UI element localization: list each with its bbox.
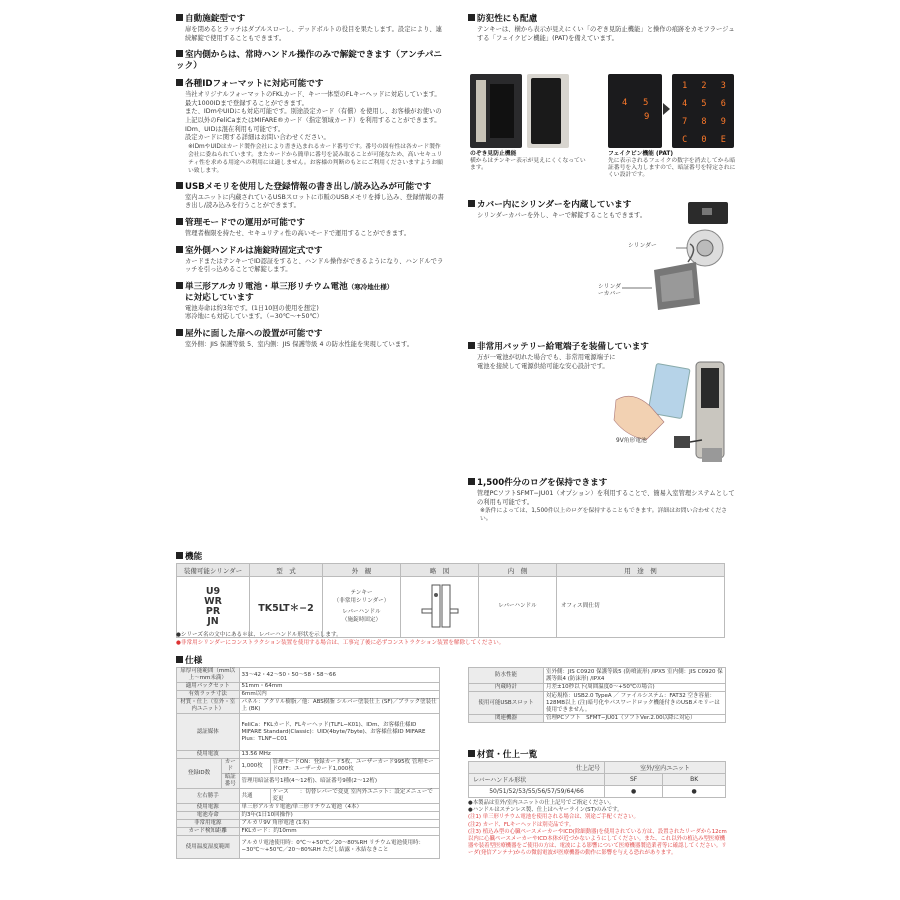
feature-title: 屋外に面した扉への設置が可能です [185, 328, 323, 339]
spec-value: 月差±10秒以下(周囲温度0〜+50℃の場合) [544, 684, 726, 692]
table-header-row [469, 774, 726, 786]
spec-value: ケース ：切替レバーで変更 室内外ユニット：設定メニューで変更 [270, 789, 440, 804]
table-header: SF [605, 774, 663, 786]
feature-title: 1,500件分のログを保持できます [477, 478, 608, 488]
feature-body: 電池寿命は約3年です。(1日10回の使用を想定) [185, 304, 319, 312]
schematic-body-shape [432, 585, 440, 627]
card-shape [648, 363, 690, 418]
bullet-square-icon [176, 14, 183, 21]
keypad-digit: 6 [720, 99, 726, 109]
feature-auto-lock [176, 14, 446, 43]
lever-shape [422, 609, 432, 613]
feature-note: ※IDmやUIDはカード製作会社により書き込まれるカード番号です。番号の固有性は各カード製作会社に委ねられています。またカードから簡単に番号を読み取ることが可能なため、高いセキュリティ性を求める用途への利用には適しません。お客様の判断のもとにご利用くださいますようお願い致します。 [188, 143, 443, 174]
table-header: BK [663, 774, 726, 786]
feature-title: カバー内にシリンダーを内蔵しています [477, 200, 632, 210]
bullet-square-icon [176, 282, 183, 289]
note-line: ●シリーズ名の文中にある＊は、レバーハンドル形状を示します。 [176, 632, 342, 638]
use-cell: オフィス間仕切 [557, 577, 725, 638]
table-header: レバーハンドル形状 [469, 774, 605, 786]
feature-note: ※条件によっては、1,500件以上のログを保持することもできます。詳細はお問い合わせください。 [480, 508, 728, 523]
keypad-panel-shape [531, 78, 561, 144]
spec-row [177, 699, 440, 714]
section-title-text: 機能 [185, 552, 203, 562]
feature-title-small: （寒冷地仕様） [347, 282, 394, 291]
cylinder-dot-shape [434, 593, 438, 597]
table-header: 型 式 [250, 564, 323, 577]
spec-row [177, 789, 440, 804]
table-header: 用 途 例 [557, 564, 725, 577]
bullet-square-icon [176, 656, 183, 663]
spec-table-2 [468, 667, 726, 723]
spec-key: 有効ラッチ寸法 [177, 691, 240, 699]
spec-value: 室外側：JIS C0920 保護等級5 (防噴流形) /IPX5 室内側：JIS C0920 保護等級4 (防沫形) /IPX4 [544, 668, 726, 684]
lock-slot-shape [702, 208, 712, 215]
keypad-panel-shape [701, 368, 719, 408]
warning-note-line: (注2) カード、FLキーヘッドは別売品です。 [468, 821, 575, 828]
feature-title: 単三形アルカリ電池・単三形リチウム電池 [185, 281, 348, 292]
spec-row [177, 836, 440, 859]
appearance-cell [323, 577, 401, 638]
warning-note-line: (注3) 植込み型の心臓ペースメーカーやICD(除細動器)を使用されている方は、設置されたリーダから12cm以内に心臓ペースメーカーやICD本体が近づかないようにしてください。また、これ以外の植込み型医療機器や装着型医療機器をご使用の方は、電波による影響について医療機器製造業者等に確認してください。リーダ(発信アンテナ)からの微弱電波が医療機器の動作に影響を与える恐れがあります。 [468, 828, 727, 857]
cylinder-list-cell [177, 577, 250, 638]
table-header-row [177, 564, 725, 577]
spec-value: 51mm・64mm [239, 683, 440, 691]
spec-key: 使用電波 [177, 751, 240, 759]
spec-value: アルカリ9V 角形電池 (1本) [239, 820, 440, 828]
feature-body: 万が一電池が切れた場合でも、非常用電源端子に電池を接続して電源供給可能な安心設計です。 [477, 354, 616, 370]
cylinder-label: シリンダー [628, 243, 657, 249]
spec-row [469, 684, 726, 692]
appearance-text: テンキー [350, 590, 373, 596]
door-frame-shape [476, 80, 486, 142]
bullet-square-icon [468, 14, 475, 21]
bullet-square-icon [468, 750, 475, 757]
table-header: 内 側 [479, 564, 557, 577]
schematic-cell [401, 577, 479, 638]
spec-table [176, 667, 440, 859]
table-header-row [469, 762, 726, 774]
bullet-square-icon [176, 50, 183, 57]
fake-pin-caption [608, 151, 738, 179]
table-row [177, 577, 725, 638]
spec-key: 認証媒体 [177, 714, 240, 751]
spec-row [177, 828, 440, 836]
spec-row [177, 714, 440, 751]
keypad-digit: 4 [682, 99, 688, 109]
spec-row [177, 683, 440, 691]
feature-title: 防犯性にも配慮 [477, 14, 538, 24]
keypad-side-view-image [470, 74, 522, 148]
handle-base-shape [702, 448, 722, 462]
bullet-square-icon [176, 246, 183, 253]
9v-battery-label: 9V角形電池 [616, 438, 647, 444]
cylinder-code: U9 [205, 586, 221, 597]
feature-body: テンキーは、横から表示が見えにくい「のぞき見防止機能」と操作の痕跡をカモフラージュする「フェイクピン機能」(PAT)を備えています。 [477, 26, 735, 42]
caption-body: 先に表示されるフェイクの数字を消去してから暗証番号を入力しますので、暗証番号を特定されにくい設計です。 [608, 158, 736, 178]
cylinder-code: WR [204, 596, 222, 607]
lever-shape [450, 609, 458, 613]
feature-title: 室外側ハンドルは施錠時固定式です [185, 245, 323, 256]
spec-value: 管理用暗証番号1種(4〜12桁)、暗証番号9種(2〜12桁) [239, 774, 440, 789]
spec-key: 使用電源 [177, 804, 240, 812]
material-section-title [468, 748, 537, 760]
keypad-digit-grid [680, 81, 728, 145]
feature-body: カードまたはテンキーでID認証をすると、ハンドル操作ができるようになり、ハンドルでラッチを引っ込めることで解錠します。 [185, 257, 444, 274]
keypad-digit: 5 [643, 98, 649, 108]
spec-row [177, 668, 440, 683]
spec-value: 1,000枚 [239, 759, 270, 774]
keypad-angled-image [527, 74, 569, 148]
bullet-square-icon [468, 478, 475, 485]
bullet-square-icon [176, 218, 183, 225]
spec-section-title [176, 654, 202, 666]
spec-row [469, 668, 726, 684]
spec-row [469, 715, 726, 723]
spec-key: 登録ID数 [177, 759, 222, 789]
spec-key: 防水性能 [469, 668, 544, 684]
feature-body: 当社オリジナルフォーマットのFKLカード、キー一体型のFLキーヘッドに対応しています。最大1000IDまで登録することができます。 [185, 91, 441, 107]
note-line: ●ハンドルはステンレス製、仕上はヘヤーライン(ST)のみです。 [468, 807, 623, 814]
spec-row [469, 692, 726, 715]
spec-row [177, 812, 440, 820]
spec-value: アルカリ電池使用時：0℃〜+50℃／20〜80%RH リチウム電池使用時：−30℃〜+50℃／20〜80%RH ただし結露・氷結なきこと [239, 836, 440, 859]
cylinder-code: PR [205, 606, 221, 617]
feature-title: 室内側からは、常時ハンドル操作のみで解錠できます（アンチパニック） [176, 50, 442, 72]
feature-title: 各種IDフォーマットに対応可能です [185, 79, 324, 90]
feature-security [468, 14, 738, 43]
spec-value: 対応規格：USB2.0 TypeA ／ ファイルシステム：FAT32 空き容量：128MB以上 (注)暗号化やパスワードロック機能付きのUSBメモリーは使用できません。 [544, 692, 726, 715]
table-header: 外 観 [323, 564, 401, 577]
feature-battery-types [176, 282, 446, 322]
table-row [469, 786, 726, 798]
schematic-body-shape [442, 585, 450, 627]
feature-anti-panic [176, 50, 446, 72]
keypad-digit: 5 [701, 99, 707, 109]
battery-illustration [606, 360, 736, 472]
feature-body: 管理PCソフトSFMT−JU01（オプション）を利用することで、簡易入室管理システムとしての利用も可能です。 [477, 490, 735, 506]
spec-value: 33〜42・42〜50・50〜58・58〜66 [239, 668, 440, 683]
bullet-square-icon [176, 182, 183, 189]
keypad-digit: 2 [701, 81, 707, 91]
bullet-square-icon [176, 79, 183, 86]
spec-value: FKLカード：約10mm [239, 828, 440, 836]
spec-value: パネル：アクリル樹脂／他：ABS樹脂 シルバー塗装仕上 (SF)／ブラック塗装仕上 (BK) [239, 699, 440, 714]
spec-value: 共通 [239, 789, 270, 804]
fake-pin-keypad-a [608, 74, 662, 148]
function-section-title [176, 550, 202, 562]
caption-body: 横からはテンキー表示が見えにくくなっています。 [470, 158, 586, 171]
keypad-digit: 7 [682, 117, 688, 127]
feature-id-formats [176, 79, 446, 175]
spec-key: 非常用電源 [177, 820, 240, 828]
cylinder-code: JN [207, 616, 219, 627]
availability-dot: ● [663, 786, 726, 798]
fake-pin-keypad-b [672, 74, 734, 148]
spec-key: カード検知距離 [177, 828, 240, 836]
arrow-right-icon [663, 103, 670, 115]
cylinder-illustration [618, 200, 738, 312]
feature-outdoor [176, 329, 446, 350]
material-table [468, 761, 726, 798]
model-cell: TK5LT＊−2 [250, 577, 323, 638]
feature-usb [176, 182, 446, 211]
spec-key: 内蔵時計 [469, 684, 544, 692]
feature-admin-mode [176, 218, 446, 239]
feature-title: 非常用バッテリー給電端子を装備しています [477, 342, 649, 352]
inside-cell: レバーハンドル [479, 577, 557, 638]
feature-title-line2: に対応しています [185, 292, 254, 303]
bullet-square-icon [468, 342, 475, 349]
bullet-square-icon [176, 552, 183, 559]
keypad-panel-shape [490, 84, 514, 138]
feature-body: 設定カードに関する詳細はお問い合わせください。 [185, 134, 330, 142]
feature-outer-handle [176, 246, 446, 275]
spec-row [177, 759, 440, 774]
lock-schematic-diagram [420, 581, 460, 631]
caption-title: フェイクピン機能 (PAT) [608, 151, 673, 157]
spec-row [177, 820, 440, 828]
table-header: 仕上記号 [469, 762, 605, 774]
section-title-text: 仕様 [185, 656, 203, 666]
spec-key: 使用可能USBスロット [469, 692, 544, 715]
availability-dot: ● [605, 786, 663, 798]
spec-value: 13.56 MHz [239, 751, 440, 759]
note-line: ●本製品は室外/室内ユニットの仕上記号でご指定ください。 [468, 800, 615, 806]
feature-body: 管理者権限を持たせ、セキュリティ性の高いモードで運用することができます。 [185, 229, 411, 237]
table-header: 略 図 [401, 564, 479, 577]
feature-title: 管理モードでの運用が可能です [185, 217, 305, 228]
spec-subkey: 暗証番号 [222, 774, 240, 789]
appearance-text: （非常用シリンダー） [333, 597, 390, 604]
keypad-digit: 0 [701, 135, 707, 145]
material-notes [468, 800, 730, 858]
appearance-text: （施錠時固定） [341, 616, 382, 623]
peep-prevention-caption [470, 151, 590, 172]
spec-key: 材質・仕上（室外・室内ユニット） [177, 699, 240, 714]
keypad-digit: 9 [644, 112, 650, 122]
spec-value: 管理モードON：登録カード5枚、ユーザーカード995枚 管理モードOFF：ユーザーカード1,000枚 [270, 759, 440, 774]
spec-key: 電池寿命 [177, 812, 240, 820]
spec-row [177, 691, 440, 699]
spec-value: 管理PCソフト SFMT−JU01（ソフトVer.2.00以降に対応） [544, 715, 726, 723]
feature-title: 自動施錠型です [185, 14, 246, 24]
cylinder-core-shape [697, 240, 713, 256]
function-notes [176, 631, 504, 647]
spec-value: FeliCa：FKLカード、FLキーヘッド(TLFL−K01)、IDm、お客様仕様ID MIFARE Standard(Classic)：UID(4byte/7byte)、お客様仕様ID MIFARE Plus：TLNF−C01 [239, 714, 440, 751]
spec-key: 適用バックセット [177, 683, 240, 691]
keypad-digit: 9 [720, 117, 726, 127]
spec-key: 扉厚可能範囲（mm以上〜mm未満） [177, 668, 240, 683]
spec-value: 6mm以内 [239, 691, 440, 699]
feature-body: 室外側：JIS 保護等級 5、室内側：JIS 保護等級 4 の防水性能を実現しています。 [185, 340, 414, 348]
function-table [176, 563, 725, 638]
appearance-text: レバーハンドル [342, 609, 381, 615]
spec-key: 使用温度湿度範囲 [177, 836, 240, 859]
feature-body: 扉を閉めるとラッチはダブルスローし、デッドボルトの役目を果たします。設定により、連続解錠で使用することもできます。 [185, 26, 442, 42]
bullet-square-icon [176, 329, 183, 336]
keypad-digit: 1 [682, 81, 688, 91]
handle-shape-cell: 50/51/52/53/55/56/57/59/64/66 [469, 786, 605, 798]
feature-body: 室内ユニットに内蔵されているUSBスロットに市販のUSBメモリを挿し込み、登録情報の書き出し/読み込みを行うことができます。 [185, 193, 444, 210]
bullet-square-icon [468, 200, 475, 207]
table-header: 装備可能シリンダー [177, 564, 250, 577]
keypad-digit: 4 [622, 98, 628, 108]
table-header: 室外/室内ユニット [605, 762, 726, 774]
spec-row [177, 751, 440, 759]
keypad-digit: E [720, 135, 726, 145]
feature-log [468, 478, 736, 523]
feature-title: USBメモリを使用した登録情報の書き出し/読み込みが可能です [185, 181, 432, 192]
warning-note-line: (注1) 単三形リチウム電池を使用される場合は、別途ご手配ください。 [468, 814, 639, 821]
cylinder-cover-label: シリンダーカバー [598, 284, 622, 297]
9v-battery-shape [674, 436, 690, 448]
feature-body: また、IDmやUIDにも対応可能です。別途設定カード（有償）を使用し、お客様がお使いの上記以外のFeliCaまたはMIFARE®カード（指定領域カード）を利用することができます。IDm、UIDは混在利用も可能です。 [185, 108, 442, 133]
left-feature-column [176, 14, 446, 357]
spec-subkey: カード [222, 759, 240, 774]
spec-key: 関連機器 [469, 715, 544, 723]
spec-value: 約3年(1日10回操作) [239, 812, 440, 820]
section-title-text: 材質・仕上一覧 [477, 750, 538, 760]
spec-key: 左右勝手 [177, 789, 240, 804]
feature-body: シリンダーカバーを外し、キーで解錠することもできます。 [477, 212, 647, 219]
warning-note-line: ●非常用シリンダーにコンストラクション装置を使用する場合は、工事完了後に必ずコンストラクション装置を解除してください。 [176, 640, 505, 646]
right-feature-column [468, 14, 738, 50]
keypad-digit: C [682, 135, 688, 145]
spec-value: 単三形アルカリ電池/単三形リチウム電池（4本） [239, 804, 440, 812]
keypad-digit: 8 [701, 117, 707, 127]
spec-row [177, 804, 440, 812]
caption-title: のぞき見防止機能 [470, 151, 517, 157]
keypad-digit: 3 [720, 81, 726, 91]
feature-body: 寒冷地にも対応しています。（−30℃〜+50℃） [185, 313, 323, 321]
